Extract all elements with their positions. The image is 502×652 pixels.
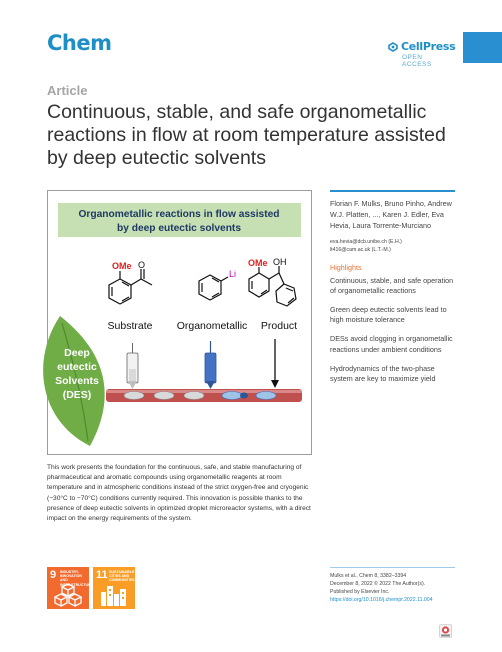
graphical-abstract-figure: [48, 191, 311, 454]
substrate-label: Substrate: [107, 320, 153, 332]
product-molecule: [249, 266, 296, 306]
product-ome: OMe: [248, 258, 268, 268]
highlights-heading: Highlights: [330, 262, 362, 272]
banner-line-1: Organometallic reactions in flow assisted: [78, 209, 280, 220]
cellpress-icon: [388, 42, 398, 52]
product-outlet-arrow: [271, 339, 279, 388]
citation-line: Published by Elsevier Inc.: [330, 589, 390, 595]
substrate-oxygen: O: [138, 260, 146, 270]
sdg-badge-11[interactable]: [93, 567, 135, 609]
banner-line-2: by deep eutectic solvents: [117, 223, 241, 234]
article-sidebar: [330, 190, 455, 384]
droplet: [222, 392, 242, 400]
citation-line: December 8, 2022 © 2022 The Author(s).: [330, 581, 426, 587]
droplet: [184, 392, 204, 400]
highlight-item: Continuous, stable, and safe operation of organometallic reactions: [330, 275, 454, 295]
substrate-ome: OMe: [112, 261, 132, 271]
droplet: [256, 392, 276, 400]
article-title: Continuous, stable, and safe organometallic reactions in flow at room temperature assisted by deep eutectic solvents: [47, 101, 446, 169]
citation-line: Mulks et al., Chem 8, 3382–3394: [330, 573, 407, 579]
substrate-syringe: [127, 343, 138, 389]
article-type: Article: [47, 83, 88, 98]
des-line-1: Deep: [64, 347, 90, 359]
sdg-badge-9[interactable]: [47, 567, 94, 609]
des-line-2: eutectic: [57, 361, 97, 373]
crossmark-icon[interactable]: [439, 624, 452, 638]
publisher-logo[interactable]: [388, 40, 454, 68]
correspondence-emails: [330, 239, 455, 254]
publisher-name: CellPress: [401, 40, 456, 53]
organometallic-label: Organometallic: [176, 320, 248, 332]
sdg-badges: [47, 567, 135, 609]
email-link[interactable]: lt416@cam.ac.uk (L.T.-M.): [330, 246, 391, 253]
lithium-label: Li: [229, 269, 237, 279]
corner-block: [463, 32, 502, 63]
open-access-label: OPEN ACCESS: [402, 54, 432, 68]
des-line-4: (DES): [62, 389, 92, 401]
city-buildings-icon: [100, 582, 128, 606]
graphical-abstract: [47, 190, 312, 455]
product-label: Product: [260, 320, 298, 332]
droplet: [124, 392, 144, 400]
sdg-number: 9: [50, 569, 57, 581]
sdg-text: INDUSTRY, INNOVATION AND INFRASTRUCTURE: [60, 570, 94, 587]
author-list[interactable]: Florian F. Mulks, Bruno Pinho, Andrew W.J. Platten, ..., Karen J. Edler, Eva Hevia, Laura Torrente-Murciano: [330, 199, 452, 230]
doi-link[interactable]: https://doi.org/10.1016/j.chempr.2022.11.004: [330, 597, 433, 603]
email-link[interactable]: eva.hevia@dcb.unibe.ch (E.H.): [330, 239, 402, 246]
abstract-text: This work presents the foundation for the continuous, safe, and stable manufacturing of pharmaceutical and aromatic compounds using organometallic reagents at room temperature and in atmospheric conditions instead of the strict oxygen-free and cryogenic (−30°C to −70°C) conditions currently required. This innovation is possible thanks to the presence of deep eutectic solvents in optimized droplet microreactor systems, with a direct impact on the energy requirements of the system.: [47, 464, 311, 523]
journal-logo[interactable]: Chem: [47, 31, 112, 55]
sdg-text: SUSTAINABLE CITIES AND COMMUNITIES: [109, 570, 135, 583]
highlight-item: Green deep eutectic solvents lead to high moisture tolerance: [330, 304, 447, 325]
organometallic-molecule: [199, 275, 228, 300]
product-hydroxyl: OH: [273, 257, 287, 267]
industry-cubes-icon: [54, 582, 82, 606]
highlight-item: Hydrodynamics of the two-phase system are key to maximize yield: [330, 363, 436, 383]
droplet: [154, 392, 174, 400]
substrate-molecule: [109, 269, 152, 304]
des-line-3: Solvents: [55, 375, 99, 387]
sdg-number: 11: [96, 569, 108, 581]
citation-block: [330, 567, 455, 604]
droplet: [240, 393, 248, 399]
highlight-item: DESs avoid clogging in organometallic reactions under ambient conditions: [330, 334, 453, 354]
organometallic-syringe: [205, 341, 216, 389]
